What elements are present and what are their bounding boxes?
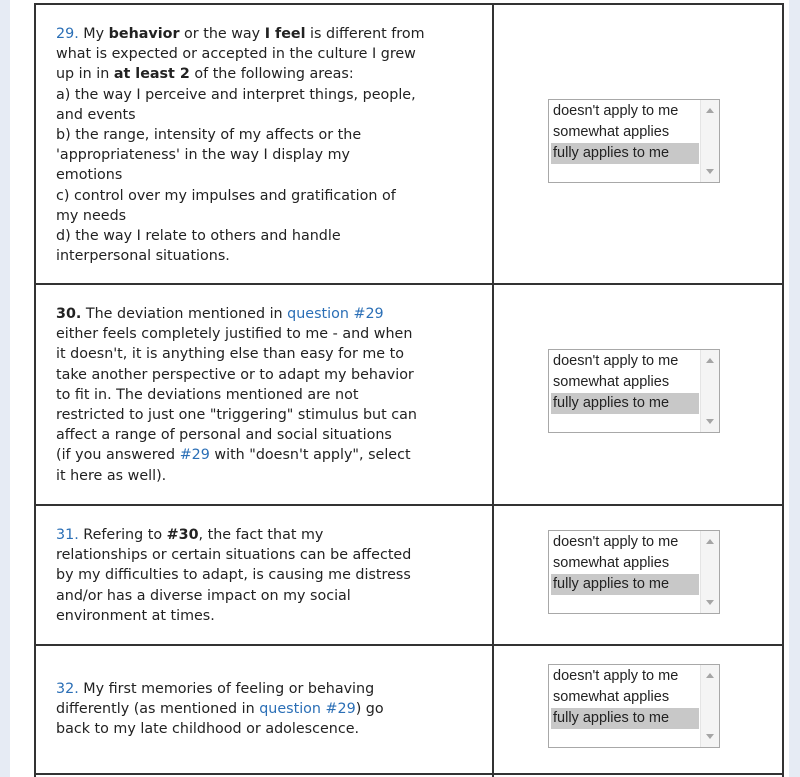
text-segment: what is expected or accepted in the culture I grew <box>56 46 416 63</box>
scroll-up-arrow-icon[interactable] <box>706 358 714 363</box>
question-row-30 <box>34 285 784 506</box>
question-line <box>56 324 496 344</box>
scroll-down-arrow-icon[interactable] <box>706 169 714 174</box>
question-line <box>56 365 496 385</box>
question-line <box>56 385 496 405</box>
answer-cell <box>494 506 784 644</box>
questionnaire-page <box>10 0 789 777</box>
answer-cell <box>494 285 784 504</box>
emphasis-text: #30 <box>166 527 199 543</box>
question-line <box>56 165 496 185</box>
question-line <box>56 606 496 626</box>
text-segment: My first memories of feeling or behaving <box>78 681 375 697</box>
text-segment: and/or has a diverse impact on my social <box>56 587 351 604</box>
select-option[interactable]: doesn't apply to me <box>553 103 679 119</box>
answer-select-30[interactable] <box>548 349 720 433</box>
emphasis-text: I feel <box>264 26 306 42</box>
question-line <box>56 679 496 699</box>
question-line <box>56 425 496 445</box>
text-segment: d) the way I relate to others and handle <box>56 228 341 245</box>
question-text-32 <box>56 679 496 740</box>
question-line <box>56 186 496 206</box>
text-segment: of the following areas: <box>189 66 354 83</box>
question-row-29 <box>34 3 784 285</box>
text-segment: a) the way I perceive and interpret things, people, <box>56 86 416 103</box>
text-segment: emotions <box>56 167 123 184</box>
text-segment: to fit in. The deviations mentioned are not <box>56 386 359 403</box>
text-segment: relationships or certain situations can be affected <box>56 547 412 564</box>
select-option[interactable]: somewhat applies <box>553 124 670 140</box>
text-segment: up in in <box>56 66 114 83</box>
question-link[interactable]: #29 <box>179 447 210 464</box>
question-number: 31. <box>56 527 79 543</box>
emphasis-text: at least 2 <box>113 66 190 83</box>
answer-cell <box>494 646 784 773</box>
scroll-up-arrow-icon[interactable] <box>706 539 714 544</box>
text-segment: affect a range of personal and social situations <box>56 427 392 444</box>
text-segment: (if you answered <box>56 447 180 464</box>
select-option[interactable]: fully applies to me <box>551 708 699 729</box>
scrollbar[interactable] <box>700 100 719 182</box>
scroll-up-arrow-icon[interactable] <box>706 108 714 113</box>
text-segment: back to my late childhood or adolescence. <box>56 721 360 738</box>
scroll-down-arrow-icon[interactable] <box>706 419 714 424</box>
question-line <box>56 719 496 739</box>
question-line <box>56 85 496 105</box>
answer-select-31[interactable] <box>548 530 720 614</box>
question-cell <box>34 285 494 504</box>
text-segment: ) go <box>355 701 384 718</box>
question-line <box>56 525 496 545</box>
question-line <box>56 466 496 486</box>
question-line <box>56 586 496 606</box>
text-segment: , the fact that my <box>198 527 324 543</box>
question-line <box>56 206 496 226</box>
select-option[interactable]: doesn't apply to me <box>553 353 679 369</box>
text-segment: b) the range, intensity of my affects or the <box>56 127 362 144</box>
text-segment: or the way <box>179 26 265 42</box>
emphasis-text: behavior <box>108 26 180 42</box>
question-text-29 <box>56 24 496 266</box>
scrollbar[interactable] <box>700 531 719 613</box>
text-segment: restricted to just one "triggering" stimulus but can <box>56 407 417 424</box>
select-option[interactable]: fully applies to me <box>551 143 699 164</box>
text-segment: my needs <box>56 207 127 224</box>
text-segment: and events <box>56 106 136 123</box>
scroll-up-arrow-icon[interactable] <box>706 673 714 678</box>
question-line <box>56 445 496 465</box>
question-line <box>56 44 496 64</box>
text-segment: differently (as mentioned in <box>56 701 260 718</box>
question-line <box>56 246 496 266</box>
question-number: 29. <box>56 26 79 42</box>
select-option[interactable]: somewhat applies <box>553 689 670 705</box>
text-segment: either feels completely justified to me - and when <box>56 326 413 343</box>
text-segment: it doesn't, it is anything else than easy for me to <box>56 346 404 363</box>
question-text-31 <box>56 525 496 626</box>
question-line <box>56 226 496 246</box>
question-line <box>56 24 496 44</box>
answer-select-29[interactable] <box>548 99 720 183</box>
question-line <box>56 699 496 719</box>
question-link[interactable]: question #29 <box>259 701 356 718</box>
question-line <box>56 64 496 84</box>
select-option[interactable]: somewhat applies <box>553 374 670 390</box>
text-segment: Refering to <box>78 527 167 543</box>
question-line <box>56 545 496 565</box>
answer-cell <box>494 3 784 283</box>
select-option[interactable]: fully applies to me <box>551 393 699 414</box>
select-option[interactable]: doesn't apply to me <box>553 534 679 550</box>
scrollbar[interactable] <box>700 665 719 747</box>
text-segment: 'appropriateness' in the way I display my <box>56 147 350 164</box>
question-link[interactable]: question #29 <box>287 306 384 322</box>
text-segment: take another perspective or to adapt my behavior <box>56 366 414 383</box>
question-row-32 <box>34 646 784 775</box>
text-segment: is different from <box>305 26 425 42</box>
question-cell <box>34 3 494 283</box>
question-line <box>56 145 496 165</box>
question-row-31 <box>34 506 784 646</box>
text-segment: with "doesn't apply", select <box>209 447 411 464</box>
text-segment: c) control over my impulses and gratification of <box>56 187 396 204</box>
select-option[interactable]: fully applies to me <box>551 574 699 595</box>
text-segment: interpersonal situations. <box>56 248 230 265</box>
answer-select-32[interactable] <box>548 664 720 748</box>
scrollbar[interactable] <box>700 350 719 432</box>
text-segment: The deviation mentioned in <box>81 306 288 322</box>
question-cell <box>34 506 494 644</box>
text-segment: environment at times. <box>56 607 215 624</box>
question-line <box>56 125 496 145</box>
question-line <box>56 565 496 585</box>
select-option[interactable]: somewhat applies <box>553 555 670 571</box>
question-number: 30. <box>56 306 82 322</box>
text-segment: it here as well). <box>56 467 167 484</box>
text-segment: by my difficulties to adapt, is causing me distress <box>56 567 411 584</box>
text-segment: My <box>83 26 109 42</box>
question-cell <box>34 646 494 773</box>
question-line <box>56 405 496 425</box>
question-number: 32. <box>56 681 79 697</box>
select-option[interactable]: doesn't apply to me <box>553 668 679 684</box>
scroll-down-arrow-icon[interactable] <box>706 600 714 605</box>
question-line <box>56 304 496 324</box>
question-text-30 <box>56 304 496 486</box>
scroll-down-arrow-icon[interactable] <box>706 734 714 739</box>
question-line <box>56 344 496 364</box>
question-line <box>56 105 496 125</box>
